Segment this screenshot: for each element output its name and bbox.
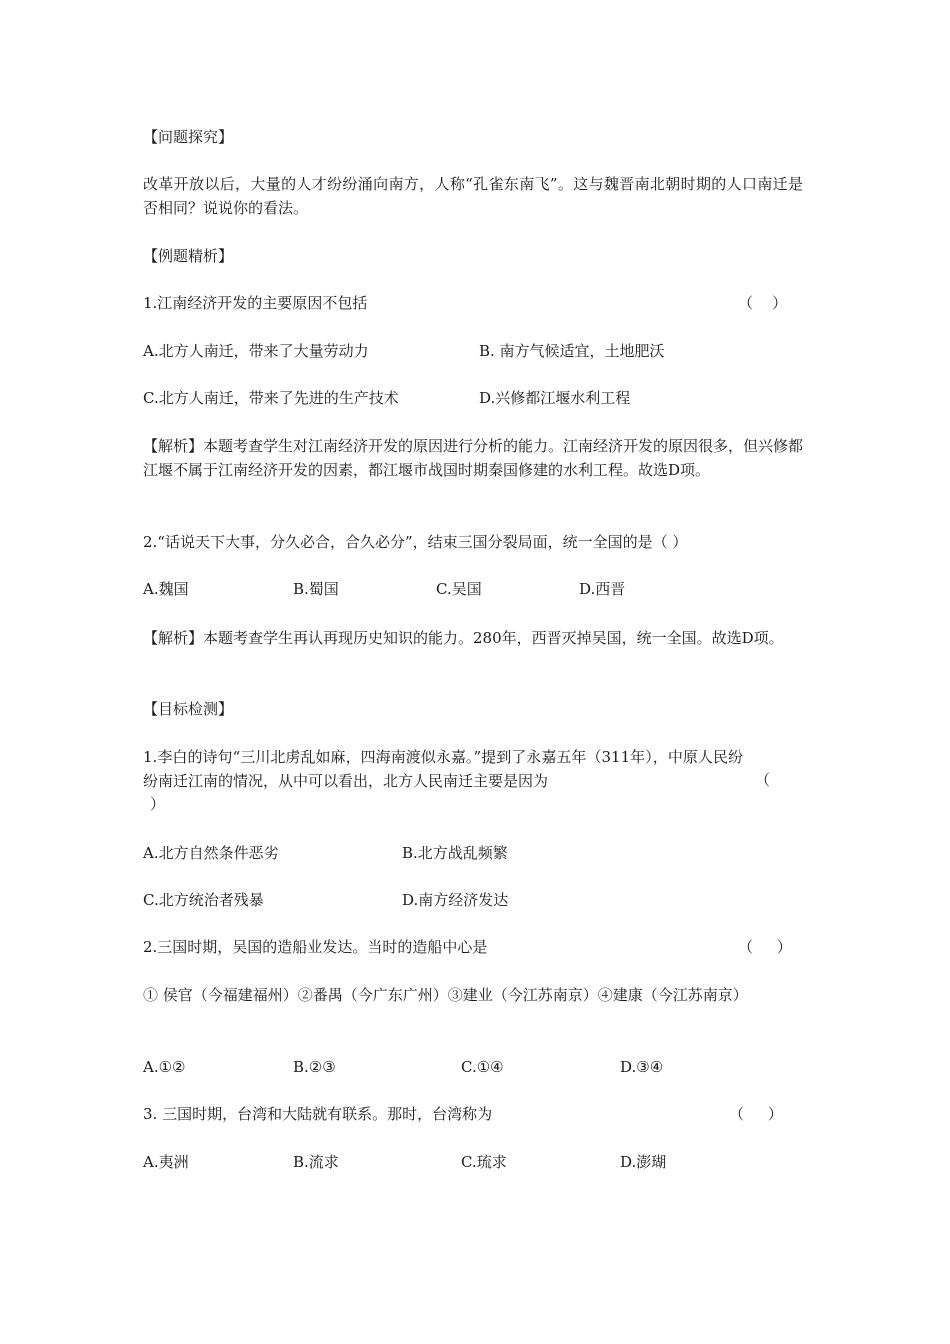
mubiao-q2-paren: （ ） <box>738 938 792 956</box>
mubiao-q2-option-b: B.②③ <box>293 1058 336 1076</box>
wenti-text: 改革开放以后，大量的人才纷纷涌向南方，人称“孔雀东南飞”。这与魏晋南北朝时期的人口南迁是否相同？说说你的看法。 <box>143 175 803 217</box>
liti-q2-option-d: D.西晋 <box>579 580 626 598</box>
mubiao-q2-option-d: D.③④ <box>620 1058 664 1076</box>
mubiao-q1-option-a: A.北方自然条件恶劣 <box>143 844 279 862</box>
liti-q1-option-a: A.北方人南迁，带来了大量劳动力 <box>143 342 369 360</box>
section-heading-mubiao: 【目标检测】 <box>143 700 234 718</box>
mubiao-q1-option-c: C.北方统治者残暴 <box>143 891 264 909</box>
mubiao-q3-option-d: D.澎瑚 <box>620 1153 667 1171</box>
liti-q2-option-c: C.吴国 <box>436 580 482 598</box>
liti-q2-option-a: A.魏国 <box>143 580 189 598</box>
mubiao-q3-option-a: A.夷洲 <box>143 1153 189 1171</box>
liti-q1-paren: （ ） <box>738 294 788 312</box>
liti-q1-analysis: 【解析】本题考查学生对江南经济开发的原因进行分析的能力。江南经济开发的原因很多，但兴修都江堰不属于江南经济开发的因素，都江堰市战国时期秦国修建的水利工程。故选D项。 <box>143 437 804 479</box>
liti-q1-option-d: D.兴修都江堰水利工程 <box>479 389 631 407</box>
section-heading-wenti: 【问题探究】 <box>143 128 234 146</box>
liti-q2-option-b: B.蜀国 <box>293 580 339 598</box>
liti-q2-stem: 2.“话说天下大事，分久必合，合久必分”，结束三国分裂局面，统一全国的是（ ） <box>143 533 688 551</box>
mubiao-q1-paren-open: （ <box>755 771 771 789</box>
mubiao-q1-option-d: D.南方经济发达 <box>402 891 509 909</box>
mubiao-q3-option-b: B.流求 <box>293 1153 339 1171</box>
mubiao-q2-items: ① 侯官（今福建福州）②番禺（今广东广州）③建业（今江苏南京）④建康（今江苏南京） <box>143 986 748 1004</box>
liti-q1-stem: 1.江南经济开发的主要原因不包括 <box>143 294 368 312</box>
mubiao-q3-paren: （ ） <box>729 1105 783 1123</box>
mubiao-q2-stem: 2.三国时期，吴国的造船业发达。当时的造船中心是 <box>143 938 488 956</box>
mubiao-q1-stem: 1.李白的诗句“三川北虏乱如麻，四海南渡似永嘉。”提到了永嘉五年（311年），中原人民纷纷南迁江南的情况，从中可以看出，北方人民南迁主要是因为 <box>143 748 743 790</box>
mubiao-q3-stem: 3. 三国时期，台湾和大陆就有联系。那时，台湾称为 <box>143 1105 493 1123</box>
liti-q1-option-b: B. 南方气候适宜，土地肥沃 <box>479 342 665 360</box>
section-heading-liti: 【例题精析】 <box>143 247 234 265</box>
liti-q2-analysis: 【解析】本题考查学生再认再现历史知识的能力。280年，西晋灭掉吴国，统一全国。故选D项。 <box>143 629 784 647</box>
mubiao-q1-paren-close: ） <box>150 795 166 813</box>
mubiao-q2-option-c: C.①④ <box>461 1058 504 1076</box>
mubiao-q2-option-a: A.①② <box>143 1058 186 1076</box>
liti-q1-option-c: C.北方人南迁，带来了先进的生产技术 <box>143 389 399 407</box>
mubiao-q1-option-b: B.北方战乱频繁 <box>402 844 508 862</box>
mubiao-q3-option-c: C.琉求 <box>461 1153 507 1171</box>
